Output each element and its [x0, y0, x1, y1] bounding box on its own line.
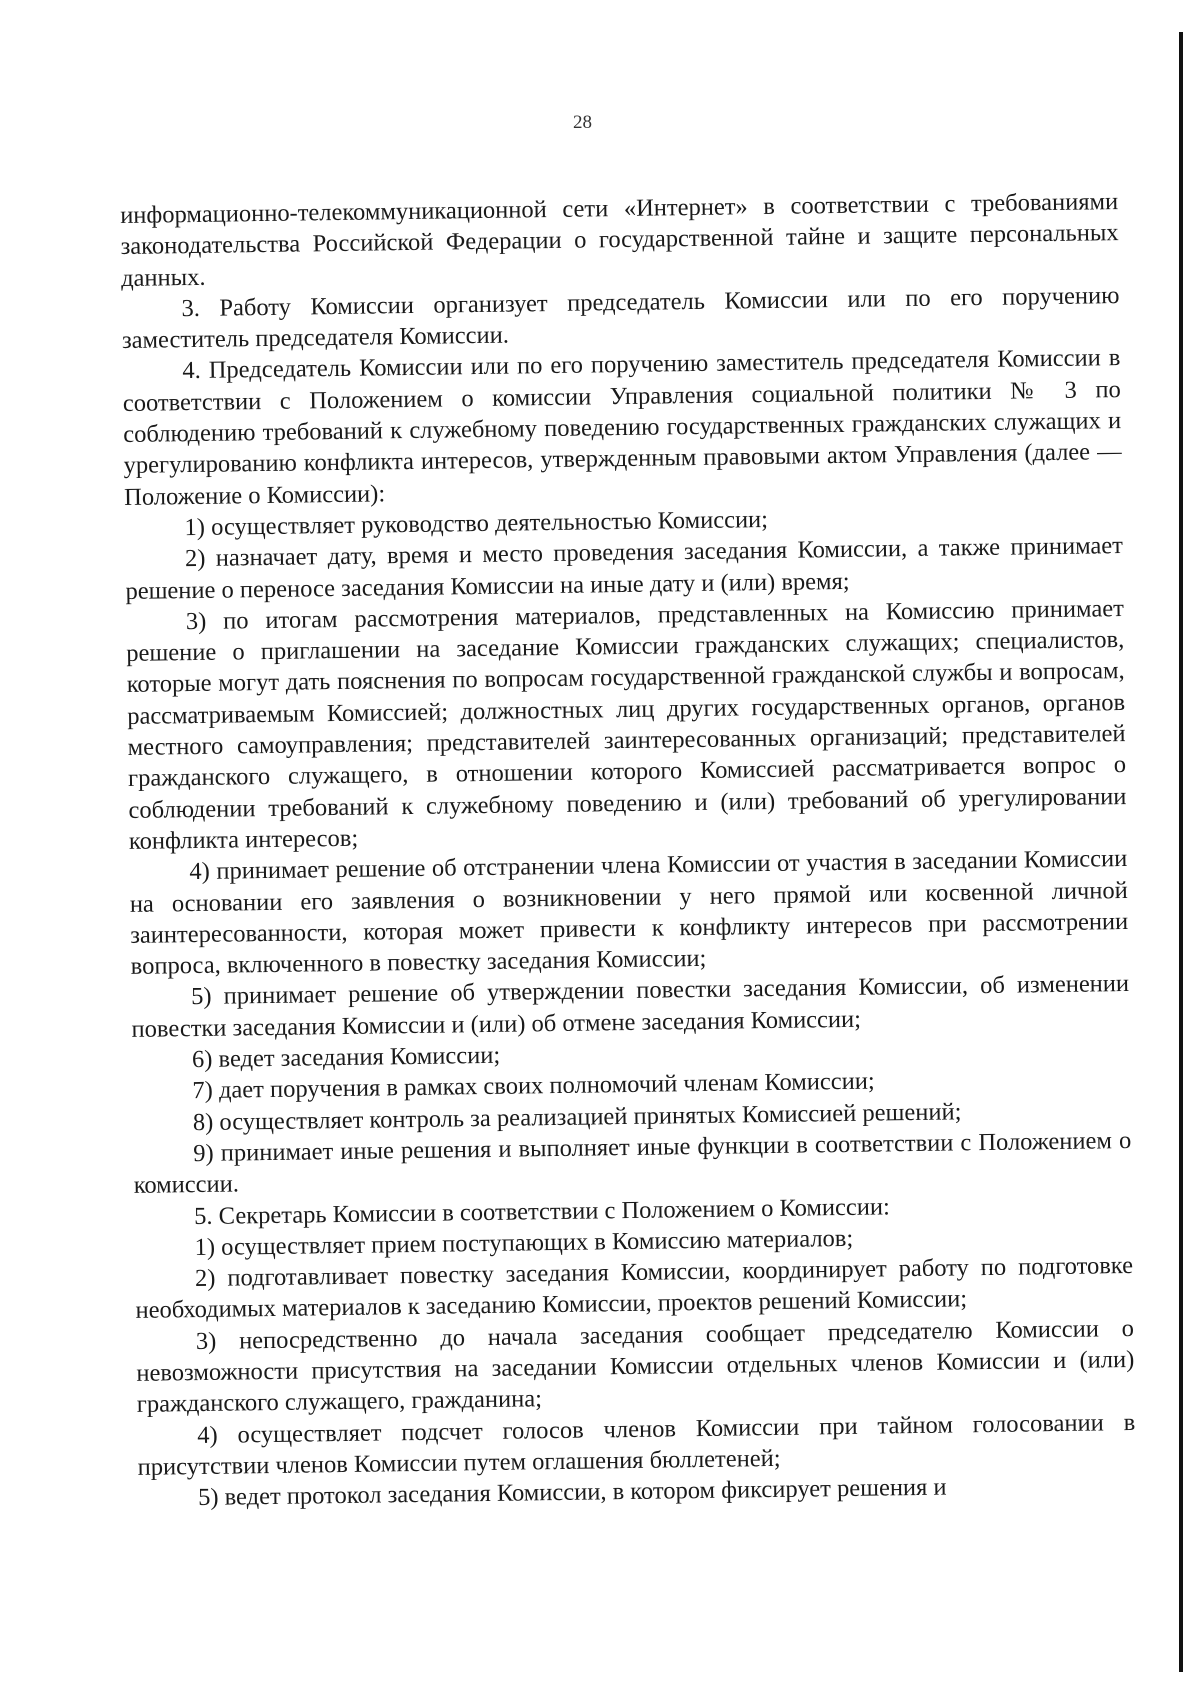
chairman-duty-2: 2) назначает дату, время и место проведения заседания Комиссии, а также принимает решение о переносе заседания Комиссии на иные дату и (или) время; [125, 532, 1124, 605]
paragraph-item-3: 3. Работу Комиссии организует председатель Комиссии или по его поручению заместитель председателя Комиссии. [121, 281, 1120, 355]
page-number: 28 [573, 112, 592, 133]
chairman-duty-4: 4) принимает решение об отстранении члена Комиссии от участия в заседании Комиссии на основании его заявления о возникновении у него прямой или косвенной личной заинтересованности, которая может привести к конфликту интересов при рассмотрении вопроса, включенного в повестку заседания Комиссии; [129, 845, 1129, 981]
document-body [120, 186, 1136, 1514]
secretary-duty-2: 2) подготавливает повестку заседания Комиссии, координирует работу по подготовке необходимых материалов к заседанию Комиссии, проектов решений Комиссии; [135, 1252, 1134, 1325]
page-edge-line [1179, 32, 1183, 1672]
chairman-duty-5: 5) принимает решение об утверждении повестки заседания Комиссии, об изменении повестки заседания Комиссии и (или) об отмене заседания Комиссии; [131, 970, 1130, 1043]
secretary-duty-3: 3) непосредственно до начала заседания сообщает председателю Комиссии о невозможности присутствия на заседании Комиссии отдельных членов Комиссии и (или) гражданского служащего, гражданина; [136, 1314, 1135, 1419]
chairman-duty-3: 3) по итогам рассмотрения материалов, представленных на Комиссию принимает решение о приглашении на заседание Комиссии гражданских служащих; специалистов, которые могут дать пояснения по вопросам государственной гражданской службы и вопросам, рассматриваемым Комиссией; должностных лиц других государственных органов, органов местного самоуправления; представителей заинтересованных организаций; представителей гражданского служащего, в отношении которого Комиссией рассматривается вопрос о соблюдении требований к служебному поведению и (или) требований об урегулировании конфликта интересов; [126, 594, 1127, 855]
chairman-duty-8: 8) осуществляет контроль за реализацией принятых Комиссией решений; [192, 1097, 962, 1136]
chairman-duty-1: 1) осуществляет руководство деятельностью Комиссии; [184, 505, 769, 542]
paragraph-item-4: 4. Председатель Комиссии или по его поручению заместитель председателя Комиссии в соответствии с Положением о комиссии Управления социальной политики № 3 по соблюдению требований к служебному поведению государственных гражданских служащих и урегулированию конфликта интересов, утвержденным правовыми актом Управления (далее — Положение о Комиссии): [122, 344, 1122, 511]
chairman-duty-6: 6) ведет заседания Комиссии; [191, 1041, 501, 1074]
paragraph-item-5: 5. Секретарь Комиссии в соответствии с Положением о Комиссии: [194, 1192, 891, 1230]
secretary-duty-5: 5) ведет протокол заседания Комиссии, в котором фиксирует решения и [197, 1473, 947, 1512]
secretary-duty-4: 4) осуществляет подсчет голосов членов Комиссии при тайном голосовании в присутствии членов Комиссии путем оглашения бюллетеней; [137, 1408, 1136, 1481]
paragraph-continuation: информационно-телекоммуникационной сети «Интернет» в соответствии с требованиями законодательства Российской Федерации о государственной тайне и защите персональных данных. [120, 188, 1119, 292]
chairman-duty-7: 7) дает поручения в рамках своих полномочий членам Комиссии; [192, 1067, 875, 1105]
secretary-duty-1: 1) осуществляет прием поступающих в Комиссию материалов; [194, 1224, 854, 1261]
chairman-duty-9: 9) принимает иные решения и выполняет иные функции в соответствии с Положением о комиссии. [133, 1126, 1132, 1200]
